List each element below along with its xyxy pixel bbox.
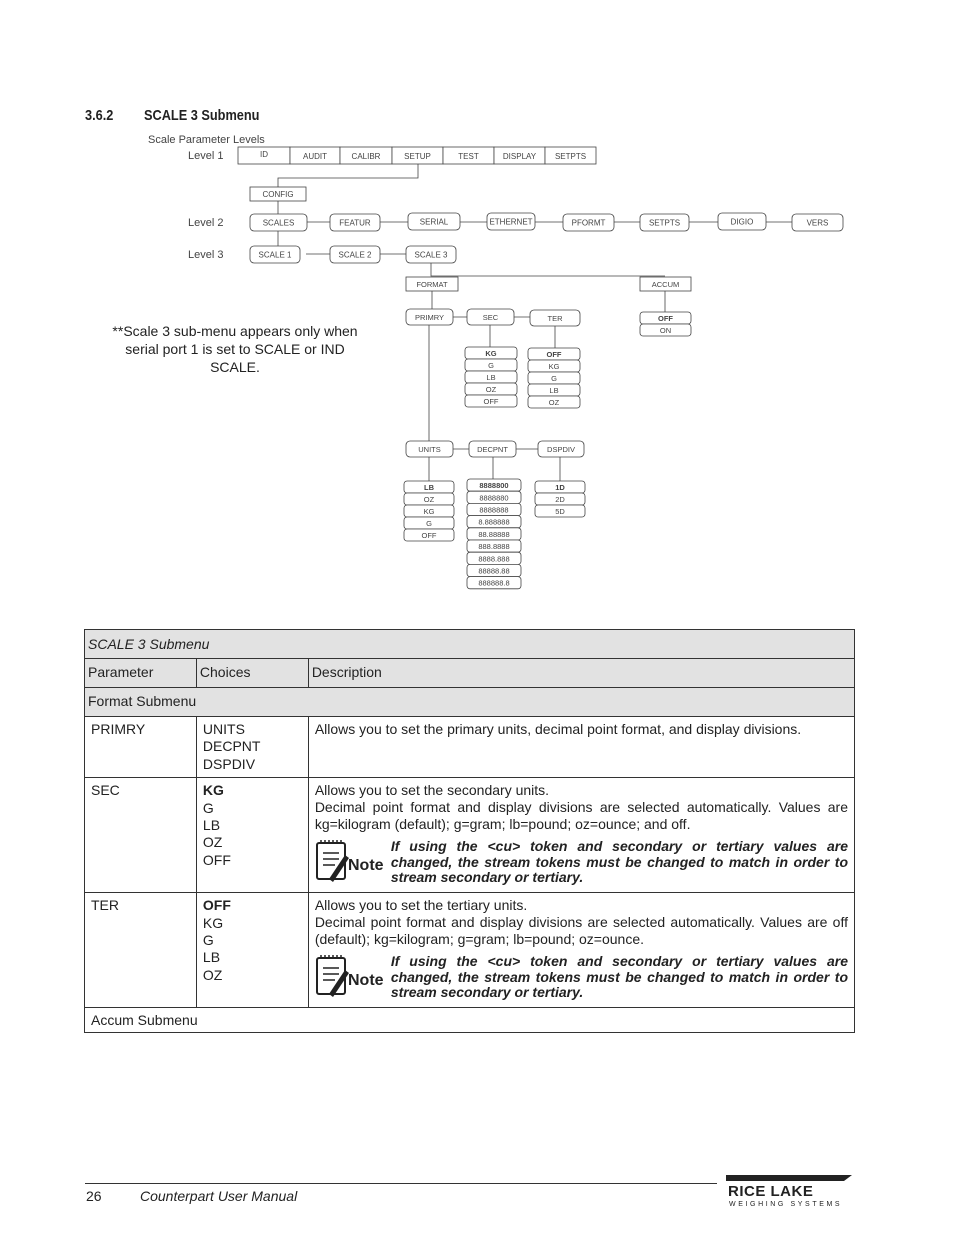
- menu-node: [330, 214, 380, 231]
- menu-node-label: SEC: [482, 313, 499, 322]
- menu-node-label: DIGIO: [730, 217, 754, 227]
- level1-item-label: SETPTS: [554, 152, 587, 161]
- menu-node: [528, 348, 580, 360]
- choice: G: [202, 799, 214, 816]
- note-box: [315, 839, 848, 887]
- format-submenu-header: Format Submenu: [85, 688, 855, 717]
- menu-node: [250, 187, 306, 201]
- menu-node-label: 888.8888: [478, 542, 510, 552]
- choices-ter: [196, 893, 308, 1008]
- menu-node-label: OFF: [421, 531, 437, 540]
- desc-line: Decimal point format and display divisions are selected automatically. Values are kg=kilogram (default); g=gram; lb=pound; oz=ounce; and off.: [314, 799, 848, 833]
- menu-node: [408, 213, 460, 230]
- menu-node: [404, 493, 454, 505]
- level1-item: [290, 147, 340, 164]
- param-ter: TER: [85, 893, 197, 1008]
- menu-node: [467, 564, 521, 576]
- menu-node: [467, 309, 514, 325]
- menu-node: [404, 481, 454, 493]
- menu-node: [330, 246, 380, 263]
- choice: DECPNT: [202, 738, 261, 755]
- menu-node-label: LB: [424, 483, 434, 492]
- menu-node-label: FORMAT: [416, 280, 448, 289]
- menu-node: [640, 277, 691, 291]
- choices-primry: [196, 717, 308, 778]
- note-pencil-icon: [315, 954, 391, 1002]
- desc-sec: [308, 778, 854, 893]
- menu-node-label: DSPDIV: [547, 445, 575, 454]
- menu-node-label: SCALE 3: [414, 250, 448, 260]
- note-text: If using the <cu> token and secondary or tertiary values are changed, the stream tokens must be changed to match in order to stream secondary or tertiary.: [390, 953, 848, 1001]
- menu-node: [465, 347, 517, 359]
- level1-item: [238, 147, 290, 164]
- diagram-caption: Scale Parameter Levels: [148, 134, 265, 146]
- menu-node-label: 88888.88: [478, 566, 510, 576]
- menu-node: [528, 372, 580, 384]
- menu-node-label: DECPNT: [477, 445, 508, 454]
- menu-node: [467, 528, 521, 540]
- menu-node-label: OZ: [485, 385, 497, 394]
- level1-item-label: AUDIT: [303, 152, 327, 161]
- menu-node-label: PRIMRY: [414, 313, 445, 322]
- param-sec: SEC: [85, 778, 197, 893]
- col-header-choices: Choices: [196, 659, 308, 688]
- menu-node-label: SCALE 2: [338, 250, 372, 260]
- logo-subtext: WEIGHING SYSTEMS: [729, 1201, 843, 1208]
- menu-node: [250, 246, 300, 263]
- menu-node: [535, 493, 585, 505]
- menu-node-label: 8888880: [479, 493, 509, 503]
- menu-node: [718, 213, 766, 230]
- menu-node-label: 888888.8: [478, 578, 510, 588]
- menu-node: [406, 277, 458, 291]
- desc-line: Decimal point format and display divisions are selected automatically. Values are off (default); kg=kilogram; g=gram; lb=pound; oz=ounce.: [314, 914, 848, 948]
- desc-ter: [308, 893, 854, 1008]
- note-text: If using the <cu> token and secondary or tertiary values are changed, the stream tokens must be changed to match in order to stream secondary or tertiary.: [390, 838, 848, 886]
- level1-item: [340, 147, 392, 164]
- table-row-sec: [85, 778, 855, 893]
- menu-node: [467, 479, 521, 491]
- level1-item-label: SETUP: [404, 152, 431, 161]
- menu-node: [640, 214, 689, 231]
- menu-node-label: 8888888: [479, 505, 509, 515]
- menu-node-label: 8888800: [479, 481, 509, 491]
- choice: DSPDIV: [202, 755, 256, 772]
- section-title: SCALE 3 Submenu: [144, 107, 260, 124]
- menu-node: [535, 481, 585, 493]
- menu-node-label: LB: [486, 373, 496, 382]
- level1-item-label: ID: [260, 150, 268, 159]
- menu-node-label: PFORMT: [571, 218, 606, 228]
- menu-node-label: 5D: [555, 507, 565, 516]
- desc-primry: Allows you to set the primary units, decimal point format, and display divisions.: [308, 717, 854, 778]
- menu-node-label: 1D: [555, 483, 565, 492]
- menu-node-label: UNITS: [418, 445, 441, 454]
- menu-node-label: G: [488, 361, 494, 370]
- menu-node-label: SETPTS: [648, 218, 681, 228]
- menu-node-label: OZ: [548, 398, 560, 407]
- menu-node: [640, 324, 691, 336]
- menu-node: [530, 310, 580, 326]
- diagram-nodes: [250, 187, 843, 589]
- menu-node: [467, 491, 521, 503]
- choice-default: KG: [202, 782, 224, 799]
- choice-default: OFF: [202, 897, 231, 914]
- scale3-availability-note: **Scale 3 sub-menu appears only when serial port 1 is set to SCALE or IND SCALE.: [112, 323, 358, 375]
- level1-item-label: CALIBR: [351, 152, 381, 161]
- menu-node-label: TER: [547, 314, 563, 323]
- level1-item-label: TEST: [458, 152, 479, 161]
- menu-node: [640, 312, 691, 324]
- menu-node-label: CONFIG: [262, 190, 294, 199]
- menu-node: [538, 441, 584, 457]
- col-header-parameter: Parameter: [85, 659, 197, 688]
- level1-menu-strip: [238, 147, 596, 164]
- menu-node-label: KG: [548, 362, 560, 371]
- menu-node: [528, 384, 580, 396]
- menu-node: [465, 383, 517, 395]
- menu-node-label: OFF: [546, 350, 562, 359]
- menu-node-label: ON: [659, 326, 672, 335]
- level1-item: [545, 147, 596, 164]
- page-number: 26: [86, 1188, 102, 1204]
- table-title: SCALE 3 Submenu: [85, 630, 855, 659]
- footer-rule: [85, 1183, 717, 1184]
- menu-node: [465, 395, 517, 407]
- menu-node: [404, 505, 454, 517]
- menu-node-label: 88.88888: [478, 529, 510, 539]
- choice: G: [202, 932, 214, 949]
- menu-node-label: FEATUR: [339, 218, 371, 228]
- menu-node: [467, 577, 521, 589]
- menu-node: [792, 214, 843, 231]
- menu-node: [406, 309, 453, 325]
- accum-submenu-row: Accum Submenu: [85, 1008, 855, 1033]
- menu-node: [465, 359, 517, 371]
- menu-node: [406, 441, 453, 457]
- note-box: [315, 954, 848, 1002]
- menu-node-label: ETHERNET: [489, 217, 533, 227]
- param-primry: PRIMRY: [85, 717, 197, 778]
- menu-node: [528, 396, 580, 408]
- menu-node-label: KG: [423, 507, 435, 516]
- choice: LB: [202, 949, 221, 966]
- choices-sec: [196, 778, 308, 893]
- level1-item: [392, 147, 443, 164]
- table-row-ter: [85, 893, 855, 1008]
- level1-item-label: DISPLAY: [502, 152, 537, 161]
- menu-node-label: OFF: [483, 397, 499, 406]
- menu-node: [469, 441, 516, 457]
- menu-node-label: 8888.888: [478, 554, 510, 564]
- menu-node: [404, 529, 454, 541]
- choice: OZ: [202, 834, 223, 851]
- menu-node-label: VERS: [806, 218, 829, 228]
- menu-node-label: SCALES: [262, 218, 295, 228]
- level2-label: Level 2: [188, 217, 224, 229]
- menu-node: [467, 552, 521, 564]
- menu-node: [535, 505, 585, 517]
- menu-node-label: 8.888888: [478, 517, 510, 527]
- col-header-description: Description: [308, 659, 854, 688]
- menu-node: [467, 540, 521, 552]
- manual-title: Counterpart User Manual: [140, 1188, 298, 1204]
- level1-label: Level 1: [188, 150, 224, 162]
- menu-node-label: OZ: [423, 495, 435, 504]
- menu-node-label: G: [426, 519, 432, 528]
- menu-node-label: ACCUM: [651, 280, 680, 289]
- note-pencil-icon: [315, 839, 391, 887]
- choice: UNITS: [202, 721, 245, 737]
- choice: OZ: [202, 966, 223, 983]
- scale3-parameter-table: [84, 629, 855, 1033]
- note-label: Note: [347, 972, 384, 990]
- menu-node-label: 2D: [555, 495, 565, 504]
- menu-node: [406, 246, 456, 263]
- desc-line: Allows you to set the secondary units.: [314, 782, 550, 799]
- note-label: Note: [347, 857, 384, 875]
- desc-line: Allows you to set the tertiary units.: [314, 897, 528, 914]
- choice: LB: [202, 817, 221, 834]
- menu-node: [250, 214, 307, 231]
- menu-node-label: SERIAL: [419, 217, 449, 227]
- menu-node: [563, 214, 614, 231]
- level3-label: Level 3: [188, 249, 224, 261]
- menu-node-label: OFF: [658, 314, 673, 323]
- menu-node-label: LB: [549, 386, 559, 395]
- choice: KG: [202, 914, 224, 931]
- menu-node: [467, 503, 521, 515]
- section-number: 3.6.2: [85, 107, 114, 124]
- level1-item: [443, 147, 494, 164]
- menu-node-label: G: [551, 374, 557, 383]
- menu-node-label: SCALE 1: [258, 250, 292, 260]
- menu-node: [528, 360, 580, 372]
- table-row-accum: [85, 1008, 855, 1033]
- menu-node: [467, 516, 521, 528]
- rice-lake-logo: [724, 1173, 854, 1209]
- logo-text: RICE LAKE: [728, 1183, 814, 1200]
- menu-node: [404, 517, 454, 529]
- menu-node-label: KG: [485, 349, 497, 358]
- level1-item: [494, 147, 545, 164]
- menu-node: [487, 213, 535, 230]
- menu-node: [465, 371, 517, 383]
- choice: OFF: [202, 851, 231, 868]
- table-row-primry: [85, 717, 855, 778]
